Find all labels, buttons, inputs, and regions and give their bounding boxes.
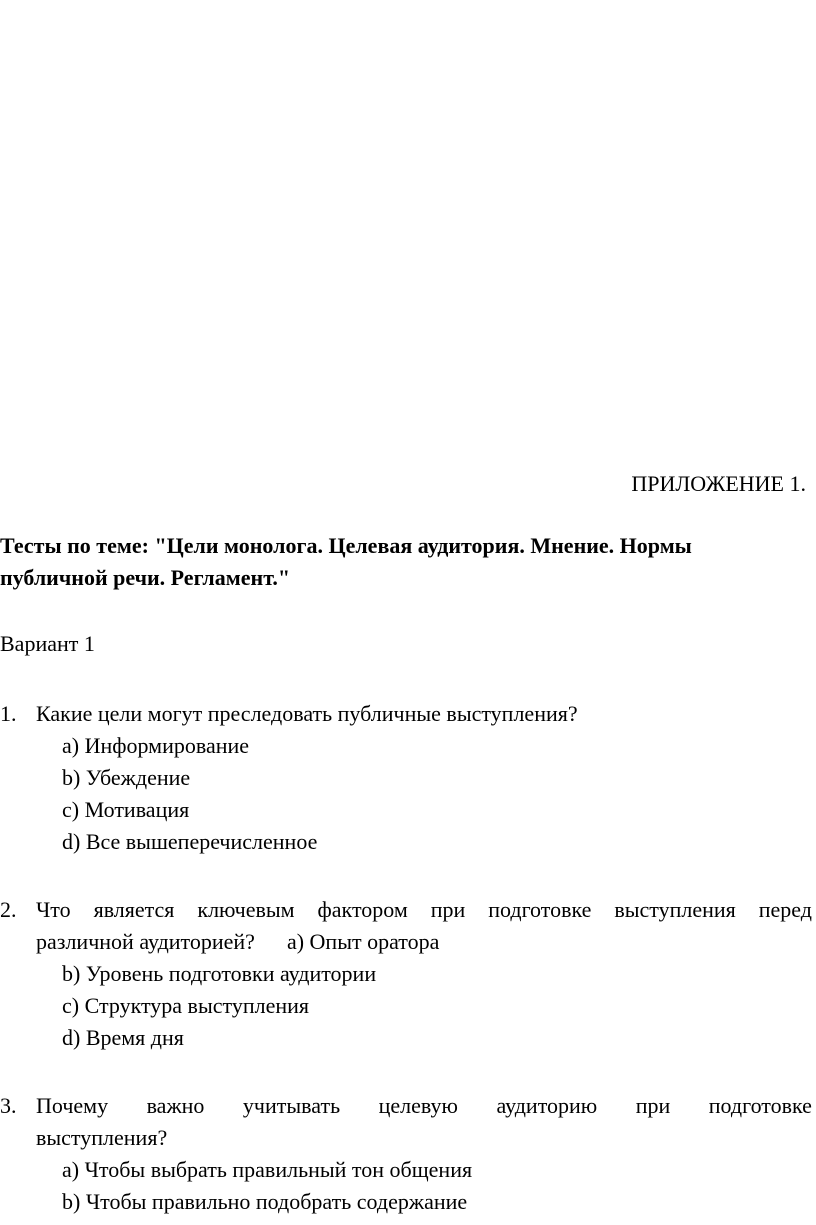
question-number: 3. bbox=[0, 1093, 17, 1118]
word: Что bbox=[36, 897, 71, 922]
word: фактором bbox=[317, 897, 408, 922]
option-d: d) Все вышеперечисленное bbox=[62, 829, 318, 854]
option-a: a) Опыт оратора bbox=[286, 929, 440, 954]
question-number: 2. bbox=[0, 897, 17, 922]
word: подготовке bbox=[708, 1093, 812, 1118]
word: подготовке bbox=[488, 897, 592, 922]
question-text-line-1 bbox=[36, 1090, 812, 1122]
option-b: b) Убеждение bbox=[62, 765, 191, 790]
word: важно bbox=[146, 1093, 205, 1118]
variant-label: Вариант 1 bbox=[0, 631, 95, 656]
question-number: 1. bbox=[0, 701, 17, 726]
question-3 bbox=[0, 1090, 812, 1218]
option-b: b) Чтобы правильно подобрать содержание bbox=[62, 1189, 468, 1214]
word: ключевым bbox=[197, 897, 295, 922]
word: является bbox=[93, 897, 175, 922]
word: выступления bbox=[614, 897, 736, 922]
question-text-line-1 bbox=[36, 894, 812, 926]
title-line-1: Тесты по теме: "Цели монолога. Целевая аудитория. Мнение. Нормы bbox=[0, 533, 692, 558]
word: при bbox=[430, 897, 466, 922]
appendix-label: ПРИЛОЖЕНИЕ 1. bbox=[631, 471, 806, 496]
word: Почему bbox=[36, 1093, 109, 1118]
test-title bbox=[0, 530, 812, 594]
question-text-line-2: выступления? bbox=[36, 1125, 168, 1150]
option-b: b) Уровень подготовки аудитории bbox=[62, 961, 377, 986]
question-text-continuation: различной аудиторией? bbox=[36, 929, 255, 954]
word: целевую bbox=[378, 1093, 458, 1118]
word: перед bbox=[758, 897, 812, 922]
option-c: c) Структура выступления bbox=[62, 993, 309, 1018]
question-2 bbox=[0, 894, 812, 1054]
title-line-2: публичной речи. Регламент." bbox=[0, 565, 291, 590]
option-a: a) Информирование bbox=[62, 733, 250, 758]
option-d: d) Время дня bbox=[62, 1025, 184, 1050]
question-1 bbox=[0, 698, 812, 858]
word: аудиторию bbox=[496, 1093, 598, 1118]
option-a: a) Чтобы выбрать правильный тон общения bbox=[62, 1157, 473, 1182]
word: учитывать bbox=[242, 1093, 341, 1118]
word: при bbox=[635, 1093, 671, 1118]
question-text: Какие цели могут преследовать публичные выступления? bbox=[36, 701, 578, 726]
question-text-line-2 bbox=[36, 926, 812, 958]
option-c: c) Мотивация bbox=[62, 797, 190, 822]
